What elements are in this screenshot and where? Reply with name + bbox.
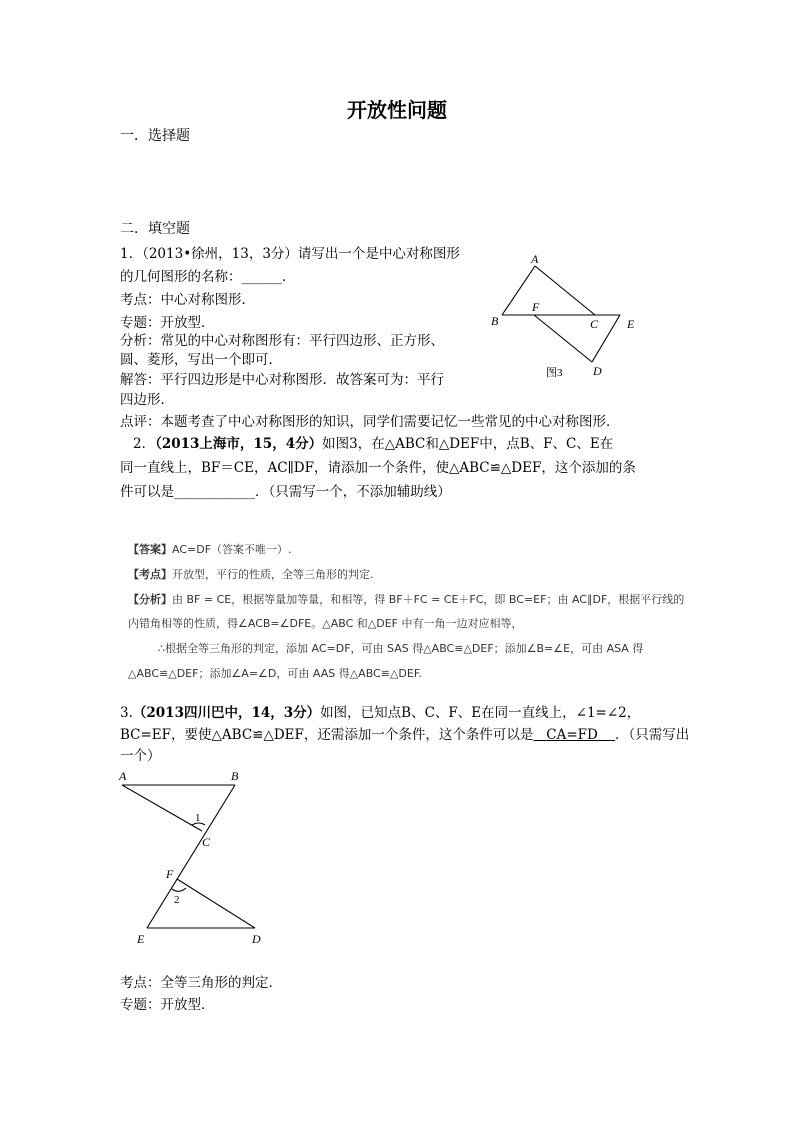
fig3-caption: 图3 (546, 367, 563, 379)
q2-kaodian-text: 开放型，平行的性质，全等三角形的判定. (172, 568, 374, 581)
q3-source: （2013四川巴中，14，3分） (132, 705, 321, 721)
q2-daan (128, 540, 292, 560)
figq3-label-a: A (119, 769, 127, 783)
q3-line-2 (120, 725, 689, 745)
figq3-label-f: F (166, 867, 174, 881)
section-heading-choice: 一．选择题 (120, 128, 190, 144)
q1-line-1: 1．（2013•徐州，13，3分）请写出一个是中心对称图形 (120, 246, 460, 262)
q3-kaodian: 考点：全等三角形的判定． (120, 975, 282, 991)
q2-daan-text: AC=DF（答案不唯一）. (172, 543, 292, 556)
q1-zhuanti: 专题：开放型． (120, 315, 215, 331)
q2-fenxi-4: △ABC≌△DEF；添加∠A=∠D，可由 AAS 得△ABC≌△DEF. (128, 667, 422, 680)
figure-q3-diagram (112, 766, 282, 951)
q1-line-2: 的几何图形的名称：______． (120, 269, 296, 285)
figq3-label-d: D (252, 932, 261, 946)
q2-fenxi-1 (128, 590, 684, 610)
q2-line-2: 同一直线上，BF＝CE，AC∥DF，请添加一个条件，使△ABC≌△DEF，这个添加的条 (120, 460, 636, 476)
segment-ab (502, 266, 535, 315)
fig3-label-d: D (593, 364, 602, 378)
q2-kaodian (128, 565, 374, 585)
angle-2-arc (172, 888, 186, 891)
fig3-label-f: F (532, 300, 540, 314)
q1-fenxi-2: 圆、菱形，写出一个即可． (120, 352, 282, 368)
q2-line-1 (133, 434, 613, 454)
q3-answer: CA=FD (533, 727, 616, 743)
figq3-label-c: C (202, 835, 211, 849)
figq3-label-b: B (231, 769, 239, 783)
figq3-label-e: E (137, 932, 145, 946)
q1-kaodian: 考点：中心对称图形． (120, 292, 255, 308)
q2-answer-blank: ____________ (174, 484, 255, 500)
fig3-label-e: E (627, 317, 635, 331)
q2-line-3 (120, 482, 451, 502)
q3-line-3: 一个） (120, 748, 161, 764)
q2-number: 2． (133, 436, 156, 452)
q2-fenxi-tag: 【分析】 (128, 593, 172, 606)
q2-fenxi-3: ∴根据全等三角形的判定，添加 AC=DF，可由 SAS 得△ABC≌△DEF；添加∠B=∠E，可由 ASA 得 (158, 642, 644, 655)
fig3-label-b: B (491, 314, 499, 328)
section-heading-fill: 二．填空题 (120, 221, 190, 237)
segment-fd (534, 315, 592, 362)
fig3-label-c: C (590, 317, 599, 331)
figq3-label-angle-2: 2 (174, 894, 180, 906)
q3-zhuanti: 专题：开放型． (120, 997, 215, 1013)
q3-line-2a: BC=EF，要使△ABC≌△DEF，还需添加一个条件，这个条件可以是 (120, 727, 534, 743)
q1-jieda-1: 解答：平行四边形是中心对称图形．故答案可为：平行 (120, 372, 444, 388)
q2-fenxi-2: 内错角相等的性质，得∠ACB=∠DFE。△ABC 和△DEF 中有一角一边对应相等， (128, 617, 523, 630)
q1-jieda-2: 四边形． (120, 392, 174, 408)
q2-line-3b: ．（只需写一个，不添加辅助线） (255, 484, 451, 500)
q2-fenxi-1-text: 由 BF = CE，根据等量加等量，和相等，得 BF＋FC = CE＋FC，即 BC=EF；由 AC∥DF，根据平行线的 (172, 593, 685, 606)
q3-line-2b: ．（只需写出 (615, 727, 690, 743)
segment-ac (535, 266, 595, 315)
figq3-label-angle-1: 1 (195, 812, 201, 824)
page-title: 开放性问题 (347, 98, 447, 122)
segment-fd (177, 879, 255, 928)
fig3-label-a: A (531, 252, 539, 266)
figure-3-diagram (480, 248, 650, 384)
q3-text-1: 如图，已知点B、C、F、E在同一直线上，∠1=∠2， (320, 705, 641, 721)
q1-fenxi-1: 分析：常见的中心对称图形有：平行四边形、正方形、 (120, 333, 444, 349)
q2-line-3a: 件可以是 (120, 484, 174, 500)
q3-line-1 (120, 703, 640, 723)
q3-number: 3. (120, 705, 133, 721)
q2-text-1: 如图3，在△ABC和△DEF中，点B、F、C、E在 (322, 436, 614, 452)
q2-daan-tag: 【答案】 (128, 543, 172, 556)
segment-ac (122, 785, 202, 831)
q2-kaodian-tag: 【考点】 (128, 568, 172, 581)
q1-dianping: 点评：本题考查了中心对称图形的知识，同学们需要记忆一些常见的中心对称图形． (120, 414, 620, 430)
q2-source: （2013上海市，15，4分） (155, 436, 323, 452)
